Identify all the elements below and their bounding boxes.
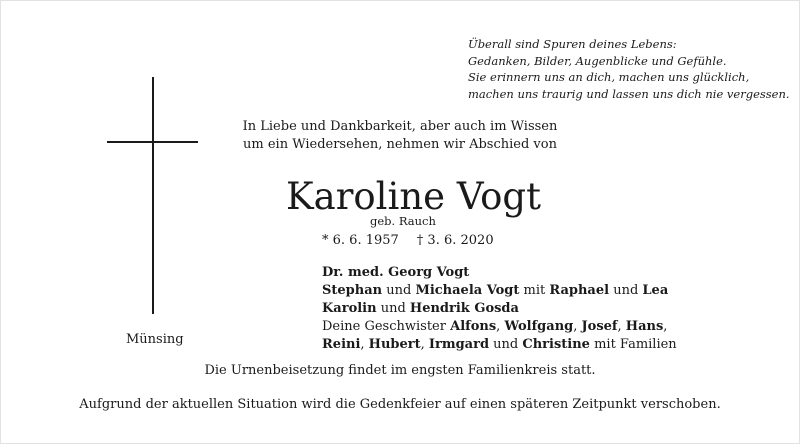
mourner-name: Reini xyxy=(322,337,361,352)
connector-text: und xyxy=(382,283,416,298)
mourner-line xyxy=(322,282,702,300)
mourner-name: Alfons xyxy=(450,319,497,334)
connector-text: , xyxy=(617,319,626,334)
connector-text: und xyxy=(489,337,523,352)
mourners-list xyxy=(322,264,702,354)
intro-text xyxy=(210,118,590,154)
intro-line: In Liebe und Dankbarkeit, aber auch im Wissen xyxy=(242,119,558,134)
mourner-line xyxy=(322,336,702,354)
connector-text: , xyxy=(420,337,429,352)
connector-text: mit xyxy=(519,283,550,298)
mourner-name: Hubert xyxy=(368,337,421,352)
death-date: † 3. 6. 2020 xyxy=(416,233,494,248)
poem-line: Sie erinnern uns an dich, machen uns glücklich, xyxy=(468,70,750,84)
mourner-name: Dr. med. Georg Vogt xyxy=(322,265,470,280)
connector-text: , xyxy=(496,319,505,334)
connector-text: Deine Geschwister xyxy=(322,319,451,334)
poem-line: Überall sind Spuren deines Lebens: xyxy=(468,37,677,51)
mourner-line xyxy=(322,264,702,282)
maiden-name: geb. Rauch xyxy=(370,214,436,228)
cross-horizontal-bar xyxy=(107,141,198,143)
mourner-line xyxy=(322,318,702,336)
mourner-name: Michaela Vogt xyxy=(415,283,520,298)
mourner-name: Hans xyxy=(625,319,664,334)
connector-text: , xyxy=(573,319,582,334)
connector-text: , xyxy=(663,319,668,334)
place-name: Münsing xyxy=(126,332,184,347)
memorial-postponed-notice: Aufgrund der aktuellen Situation wird die Gedenkfeier auf einen späteren Zeitpunkt verschoben. xyxy=(79,397,721,412)
mourner-line xyxy=(322,300,702,318)
poem-line: Gedanken, Bilder, Augenblicke und Gefühle. xyxy=(468,53,727,68)
connector-text: und xyxy=(376,301,410,316)
mourner-name: Raphael xyxy=(549,283,610,298)
mourner-name: Lea xyxy=(642,283,669,298)
poem xyxy=(468,36,788,102)
cross-vertical-bar xyxy=(152,77,154,314)
connector-text: und xyxy=(609,283,643,298)
birth-date: * 6. 6. 1957 xyxy=(322,233,399,248)
urn-burial-notice: Die Urnenbeisetzung findet im engsten Familienkreis statt. xyxy=(204,363,596,378)
poem-line: machen uns traurig und lassen uns dich nie vergessen. xyxy=(468,86,790,101)
mourner-name: Josef xyxy=(581,319,618,334)
intro-line: um ein Wiedersehen, nehmen wir Abschied von xyxy=(243,137,557,152)
mourner-name: Christine xyxy=(522,337,590,352)
mourner-name: Wolfgang xyxy=(504,319,574,334)
connector-text: mit Familien xyxy=(589,337,677,352)
life-dates xyxy=(322,232,542,250)
mourner-name: Stephan xyxy=(322,283,383,298)
connector-text: , xyxy=(360,337,369,352)
mourner-name: Hendrik Gosda xyxy=(409,301,519,316)
mourner-name: Karolin xyxy=(322,301,377,316)
deceased-name: Karoline Vogt xyxy=(286,175,541,218)
mourner-name: Irmgard xyxy=(428,337,490,352)
